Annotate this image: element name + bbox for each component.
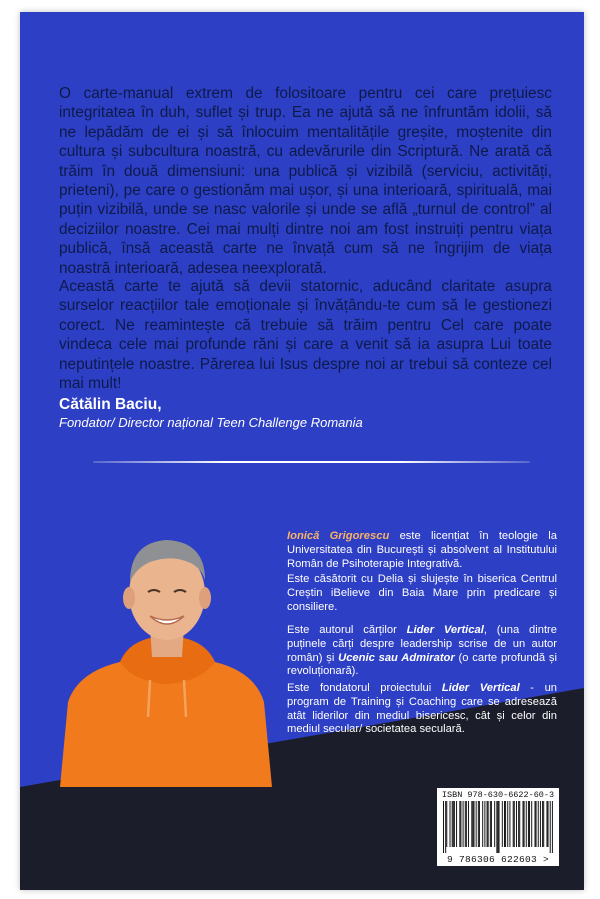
isbn-label: ISBN 978-630-6622-60-3 [441,790,555,800]
barcode-bar [488,801,489,847]
barcode-bar [450,801,451,847]
barcode-bar [546,801,547,847]
barcode-bar [526,801,527,847]
isbn-digits: 9 786306 622603 > [446,854,549,865]
barcode-bar [540,801,541,847]
barcode-bar [548,801,549,847]
bio-paragraph-1: Ionică Grigorescu este licențiat în teologie la Universitatea din București și absolvent al Institutului Român de Psihoterapie Integrativă. [287,530,557,570]
barcode-bar [478,801,479,847]
barcode-bar [538,801,539,847]
barcode-bar [454,801,455,847]
barcode-bar [528,801,529,847]
barcode-bar [472,801,473,847]
barcode-bar [494,801,495,847]
barcode-bar [550,801,551,853]
barcode-bar [460,801,461,847]
barcode-bar [497,801,498,853]
barcode-bar [523,801,524,847]
isbn-barcode [437,788,559,866]
barcode-bar [542,801,543,847]
barcode-bar [534,801,535,847]
barcode-bar [514,801,515,847]
barcode-bar [524,801,525,847]
barcode-bar [509,801,510,847]
bio-paragraph-2: Este căsătorit cu Delia și slujește în biserica Centrul Creștin iBelieve din Baia Mare prin predicare și consiliere. [287,573,557,613]
barcode-bar [513,801,514,847]
barcode-bar [519,801,520,847]
review-author-role: Fondator/ Director național Teen Challenge Romania [59,415,363,430]
barcode-bar [479,801,480,847]
barcode-bar [531,801,532,847]
bio-author-name: Ionică Grigorescu [287,530,390,542]
bio-paragraph-3: Este autorul cărților Lider Vertical, (una dintre puținele cărți despre leadership scrise de un autor român) și Ucenic sau Admirator (o carte profundă și revoluționară). [287,624,558,678]
barcode-bar [453,801,454,847]
barcode-bar [463,801,464,847]
book-title-lider-vertical: Lider Vertical [406,624,484,636]
barcode-bar [491,801,492,847]
barcode-bar [552,801,553,853]
barcode-bar [452,801,453,847]
barcode-bar [446,801,447,847]
barcode-bar [459,801,460,847]
barcode-bar [443,801,444,853]
barcode-bar [496,801,497,853]
barcode-bar [490,801,491,847]
review-paragraph-1: O carte-manual extrem de folositoare pentru cei care prețuiesc integritatea în duh, suflet și trup. Ea ne ajută să ne înfruntăm idolii, să ne lepădăm de ei și să înlocuim mentalitățile greșite, moștenite din cultura și subcultura noastră, cu adevărurile din Scriptură. Ne arată că trăim în două dimensiuni: una publică și vizibilă (serviciu, activități, prieteni), pe care o gestionăm mai ușor, și una interioară, spirituală, mai puțin vizibilă, unde se nasc valorile și unde se află „turnul de control” al deciziilor noastre. Cei mai mulți dintre noi am fost instruiți pentru viața publică, însă această carte ne învață cum să ne îngrijim de viața noastră interioară, adesea neexplorată. [59,85,552,277]
barcode-bar [466,801,467,847]
barcode-bar [502,801,503,847]
barcode-bar [465,801,466,847]
barcode-bar [529,801,530,847]
review-author-name: Cătălin Baciu, [59,396,162,413]
barcode-bar [468,801,469,847]
barcode-bar [516,801,517,847]
project-name: Lider Vertical [441,682,520,694]
review-paragraph-2: Această carte te ajută să devii statornic, aducând claritate asupra surselor reacțiilor tale emoționale și învățându-te cum să le gestionezi corect. Ne reamintește că trebuie să trăim pentru Cel care poate vindeca cele mai profunde răni și care a venit să ia asupra Lui toate neputințele noastre. Părerea lui Isus despre noi ar trebui să conteze cel mai mult! [59,278,552,393]
barcode-bar [484,801,485,847]
divider-line [93,461,530,463]
barcode-bar [504,801,505,847]
barcode-bar [536,801,537,847]
barcode-bar [507,801,508,847]
barcode-bar [543,801,544,847]
author-photo [50,512,282,787]
barcode-bar [445,801,446,853]
book-title-ucenic-sau-admirator: Ucenic sau Admirator [338,651,455,664]
bio-paragraph-4: Este fondatorul proiectului Lider Vertical - un program de Training și Coaching care se adresează atât liderilor din mediul bisericesc, cât și celor din mediul secular/ societatea seculară. [287,682,558,736]
barcode-bar [456,801,457,847]
barcode-bar [505,801,506,847]
barcode-bar [482,801,483,847]
barcode-bar [518,801,519,847]
barcode-bar [474,801,475,847]
barcode-bar [487,801,488,847]
back-cover [20,12,584,890]
barcode-bars [443,801,553,853]
barcode-bar [476,801,477,847]
barcode-bar [499,801,500,853]
barcode-bar [471,801,472,847]
